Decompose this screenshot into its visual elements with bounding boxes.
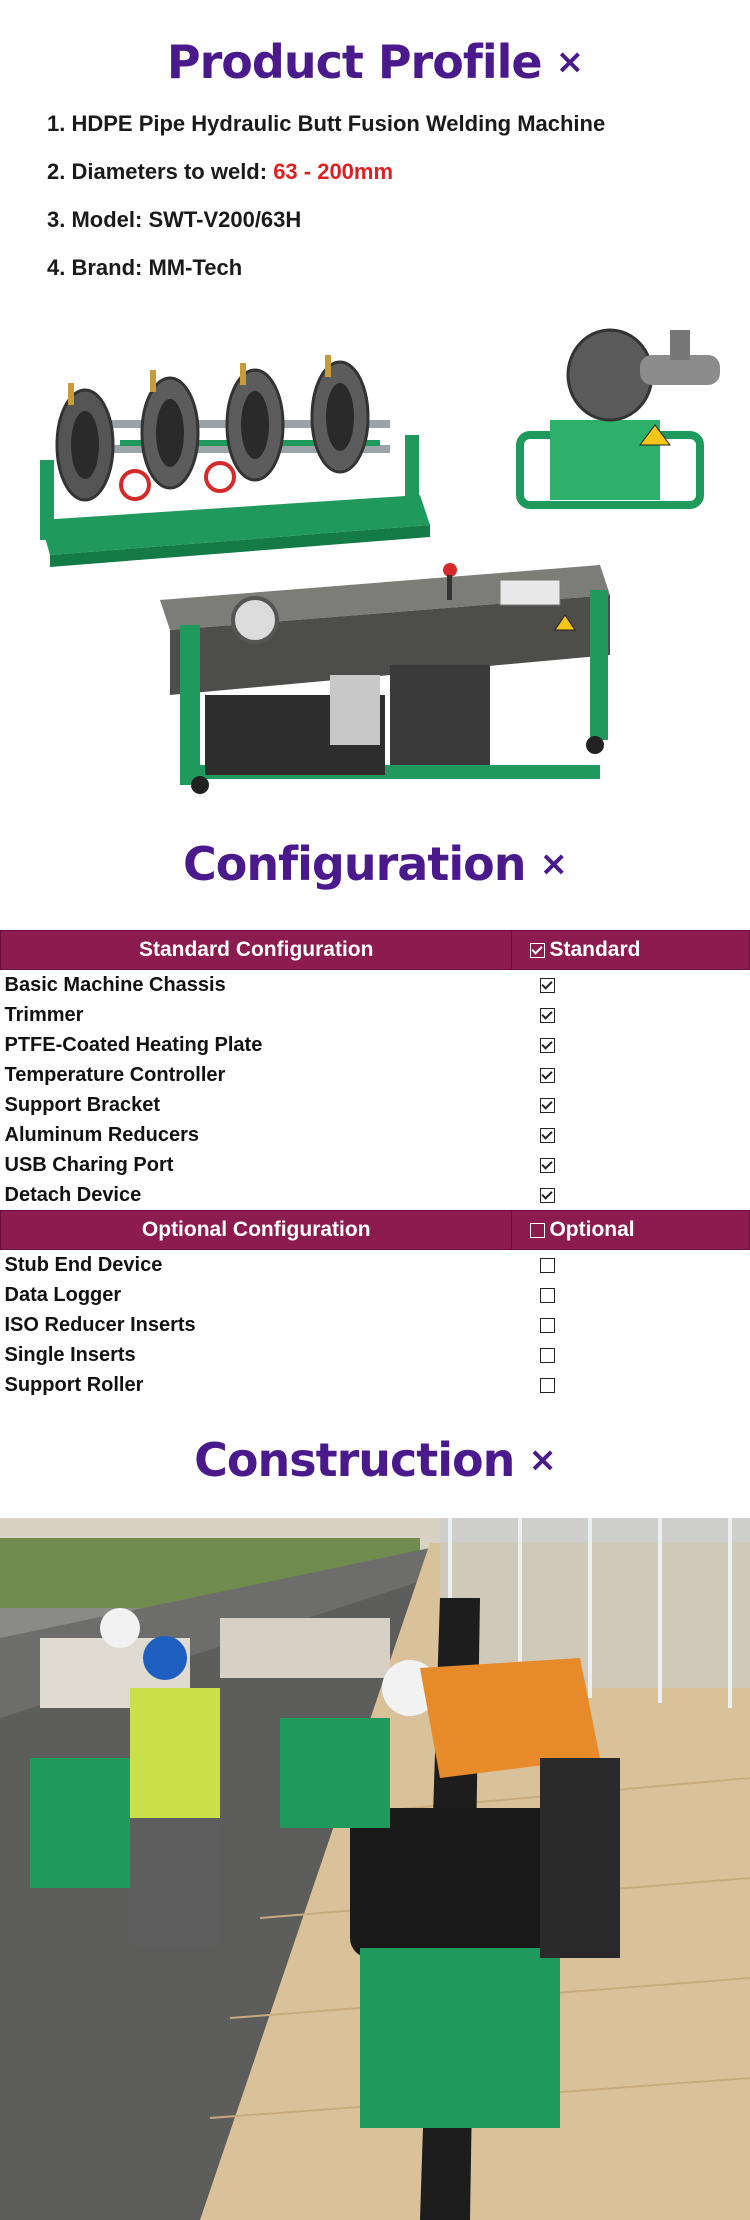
standard-header: Standard Configuration xyxy=(1,931,512,970)
configuration-table xyxy=(0,930,750,1400)
item-label: Trimmer xyxy=(4,1004,84,1026)
unchecked-box-icon xyxy=(540,1348,555,1363)
table-row xyxy=(1,1030,750,1060)
item-label: Aluminum Reducers xyxy=(4,1124,199,1146)
unchecked-box-icon xyxy=(540,1318,555,1333)
table-row xyxy=(1,1250,750,1281)
close-icon: × xyxy=(555,42,584,82)
table-row xyxy=(1,1310,750,1340)
trimmer-unit xyxy=(520,330,720,505)
profile-line-1: 1. HDPE Pipe Hydraulic Butt Fusion Welding Machine xyxy=(47,111,606,136)
configuration-heading: Configuration xyxy=(183,837,526,891)
checked-box-icon xyxy=(540,1128,555,1143)
checked-box-icon xyxy=(540,1098,555,1113)
item-label: Data Logger xyxy=(4,1284,122,1306)
checked-box-icon xyxy=(530,943,545,958)
unchecked-box-icon xyxy=(540,1288,555,1303)
table-row xyxy=(1,1120,750,1150)
table-row xyxy=(1,1090,750,1120)
item-label: Basic Machine Chassis xyxy=(4,974,226,996)
construction-heading: Construction xyxy=(194,1433,515,1487)
construction-title xyxy=(0,1428,750,1492)
diameter-value: 63 - 200mm xyxy=(273,159,394,184)
product-profile-heading: Product Profile xyxy=(166,35,542,89)
optional-header-row xyxy=(1,1211,750,1250)
machine-product-image xyxy=(30,325,730,795)
profile-line-4: 4. Brand: MM-Tech xyxy=(47,255,243,280)
table-row xyxy=(1,970,750,1001)
item-label: Single Inserts xyxy=(4,1344,136,1366)
item-label: Detach Device xyxy=(4,1184,142,1206)
table-row xyxy=(1,1370,750,1400)
table-row xyxy=(1,1280,750,1310)
table-row xyxy=(1,1180,750,1211)
item-label: Temperature Controller xyxy=(4,1064,226,1086)
item-label: Support Roller xyxy=(4,1374,144,1396)
standard-tag-label: Standard xyxy=(549,938,641,961)
table-row xyxy=(1,1340,750,1370)
checked-box-icon xyxy=(540,1008,555,1023)
close-icon: × xyxy=(539,844,567,884)
standard-tag xyxy=(512,931,750,970)
diameter-label: 2. Diameters to weld: xyxy=(47,159,274,184)
profile-line-2 xyxy=(47,158,727,206)
configuration-title xyxy=(0,832,750,896)
close-icon: × xyxy=(528,1440,556,1480)
checked-box-icon xyxy=(540,1068,555,1083)
optional-tag xyxy=(512,1211,750,1250)
standard-header-row xyxy=(1,931,750,970)
table-row xyxy=(1,1060,750,1090)
profile-line-3: 3. Model: SWT-V200/63H xyxy=(47,207,302,232)
table-row xyxy=(1,1000,750,1030)
unchecked-box-icon xyxy=(530,1223,545,1238)
checked-box-icon xyxy=(540,1158,555,1173)
unchecked-box-icon xyxy=(540,1258,555,1273)
item-label: PTFE-Coated Heating Plate xyxy=(4,1034,263,1056)
checked-box-icon xyxy=(540,1038,555,1053)
unchecked-box-icon xyxy=(540,1378,555,1393)
item-label: USB Charing Port xyxy=(4,1154,174,1176)
optional-tag-label: Optional xyxy=(549,1218,635,1241)
construction-site-photo xyxy=(0,1518,750,2220)
item-label: Stub End Device xyxy=(4,1254,163,1276)
item-label: Support Bracket xyxy=(4,1094,161,1116)
checked-box-icon xyxy=(540,978,555,993)
hydraulic-unit xyxy=(160,563,610,794)
optional-header: Optional Configuration xyxy=(1,1211,512,1250)
checked-box-icon xyxy=(540,1188,555,1203)
welding-frame xyxy=(40,355,430,567)
product-profile-list xyxy=(47,110,727,302)
item-label: ISO Reducer Inserts xyxy=(4,1314,196,1336)
product-profile-title xyxy=(0,30,750,94)
table-row xyxy=(1,1150,750,1180)
